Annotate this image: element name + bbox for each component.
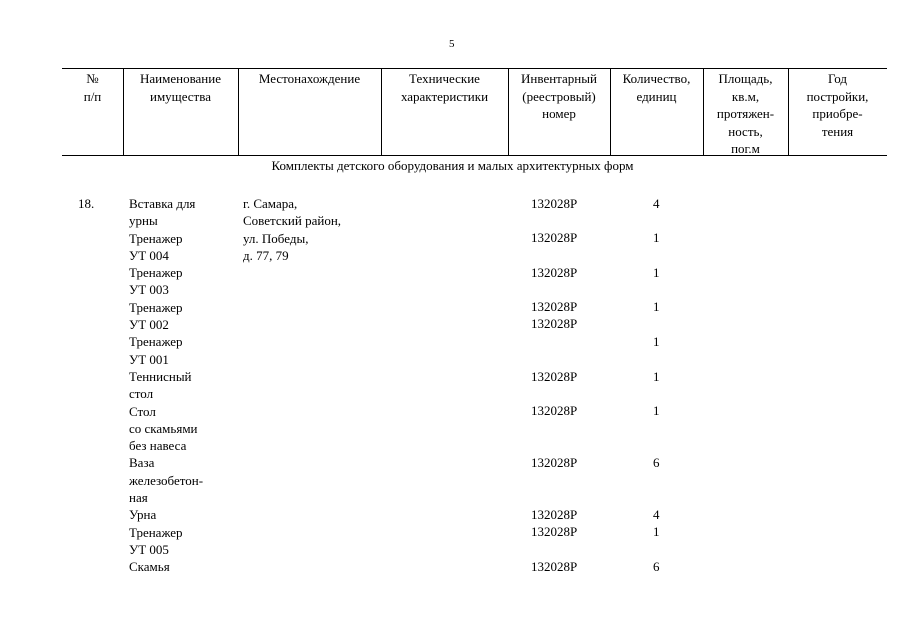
header-name: Наименование имущества (140, 71, 221, 104)
table-header (62, 68, 887, 155)
inventory-number: 132028Р (531, 230, 578, 245)
inventory-number: 132028Р (531, 299, 578, 314)
item-name: Тренажер УТ 005 (129, 524, 183, 557)
inventory-number: 132028Р (531, 265, 578, 280)
item-name: Скамья (129, 559, 170, 575)
inventory-number: 132028Р (531, 403, 578, 418)
item-name: Урна (129, 507, 157, 523)
inventory-number: 132028Р (531, 559, 578, 574)
location-block: г. Самара, Советский район, ул. Победы, д. 77, 79 (243, 196, 342, 263)
quantity-value: 1 (653, 524, 660, 539)
item-name: Тренажер УТ 003 (129, 265, 183, 298)
header-quantity: Количество, единиц (622, 71, 691, 104)
inventory-number: 132028Р (531, 196, 578, 211)
header-inventory: Инвентарный (реестровый) номер (521, 71, 597, 121)
quantity-value: 1 (653, 265, 660, 280)
row-number: 18. (78, 196, 95, 211)
header-top-border (62, 68, 887, 69)
inventory-number: 132028Р (531, 369, 578, 384)
inventory-number: 132028Р (531, 455, 578, 470)
item-name: Ваза железобетон- ная (129, 455, 204, 506)
item-name-column (129, 195, 203, 576)
header-year: Год постройки, приобре- тения (806, 71, 869, 139)
header-number: № п/п (83, 71, 102, 104)
quantity-value: 1 (653, 334, 660, 349)
quantity-value: 1 (653, 369, 660, 384)
page-number: 5 (449, 38, 455, 50)
item-name: Теннисный стол (129, 368, 192, 402)
item-name: Тренажер УТ 004 (129, 230, 183, 263)
quantity-value: 6 (653, 559, 660, 574)
item-name: Вставка для урны (129, 196, 196, 229)
header-technical: Технические характеристики (400, 71, 489, 104)
section-title: Комплекты детского оборудования и малых архитектурных форм (271, 158, 634, 173)
header-area: Площадь, кв.м, протяжен- ность, пог.м (716, 71, 775, 156)
quantity-value: 4 (653, 196, 660, 211)
quantity-value: 1 (653, 299, 660, 314)
item-name: Тренажер УТ 002 (129, 299, 183, 333)
quantity-value: 1 (653, 230, 660, 245)
item-name: Тренажер УТ 001 (129, 334, 183, 367)
quantity-value: 4 (653, 507, 660, 522)
inventory-number: 132028Р (531, 507, 578, 522)
inventory-number: 132028Р (531, 316, 578, 331)
item-name: Стол со скамьями без навеса (129, 403, 198, 454)
quantity-value: 1 (653, 403, 660, 418)
inventory-number: 132028Р (531, 524, 578, 539)
quantity-value: 6 (653, 455, 660, 470)
header-location: Местонахождение (258, 71, 361, 86)
